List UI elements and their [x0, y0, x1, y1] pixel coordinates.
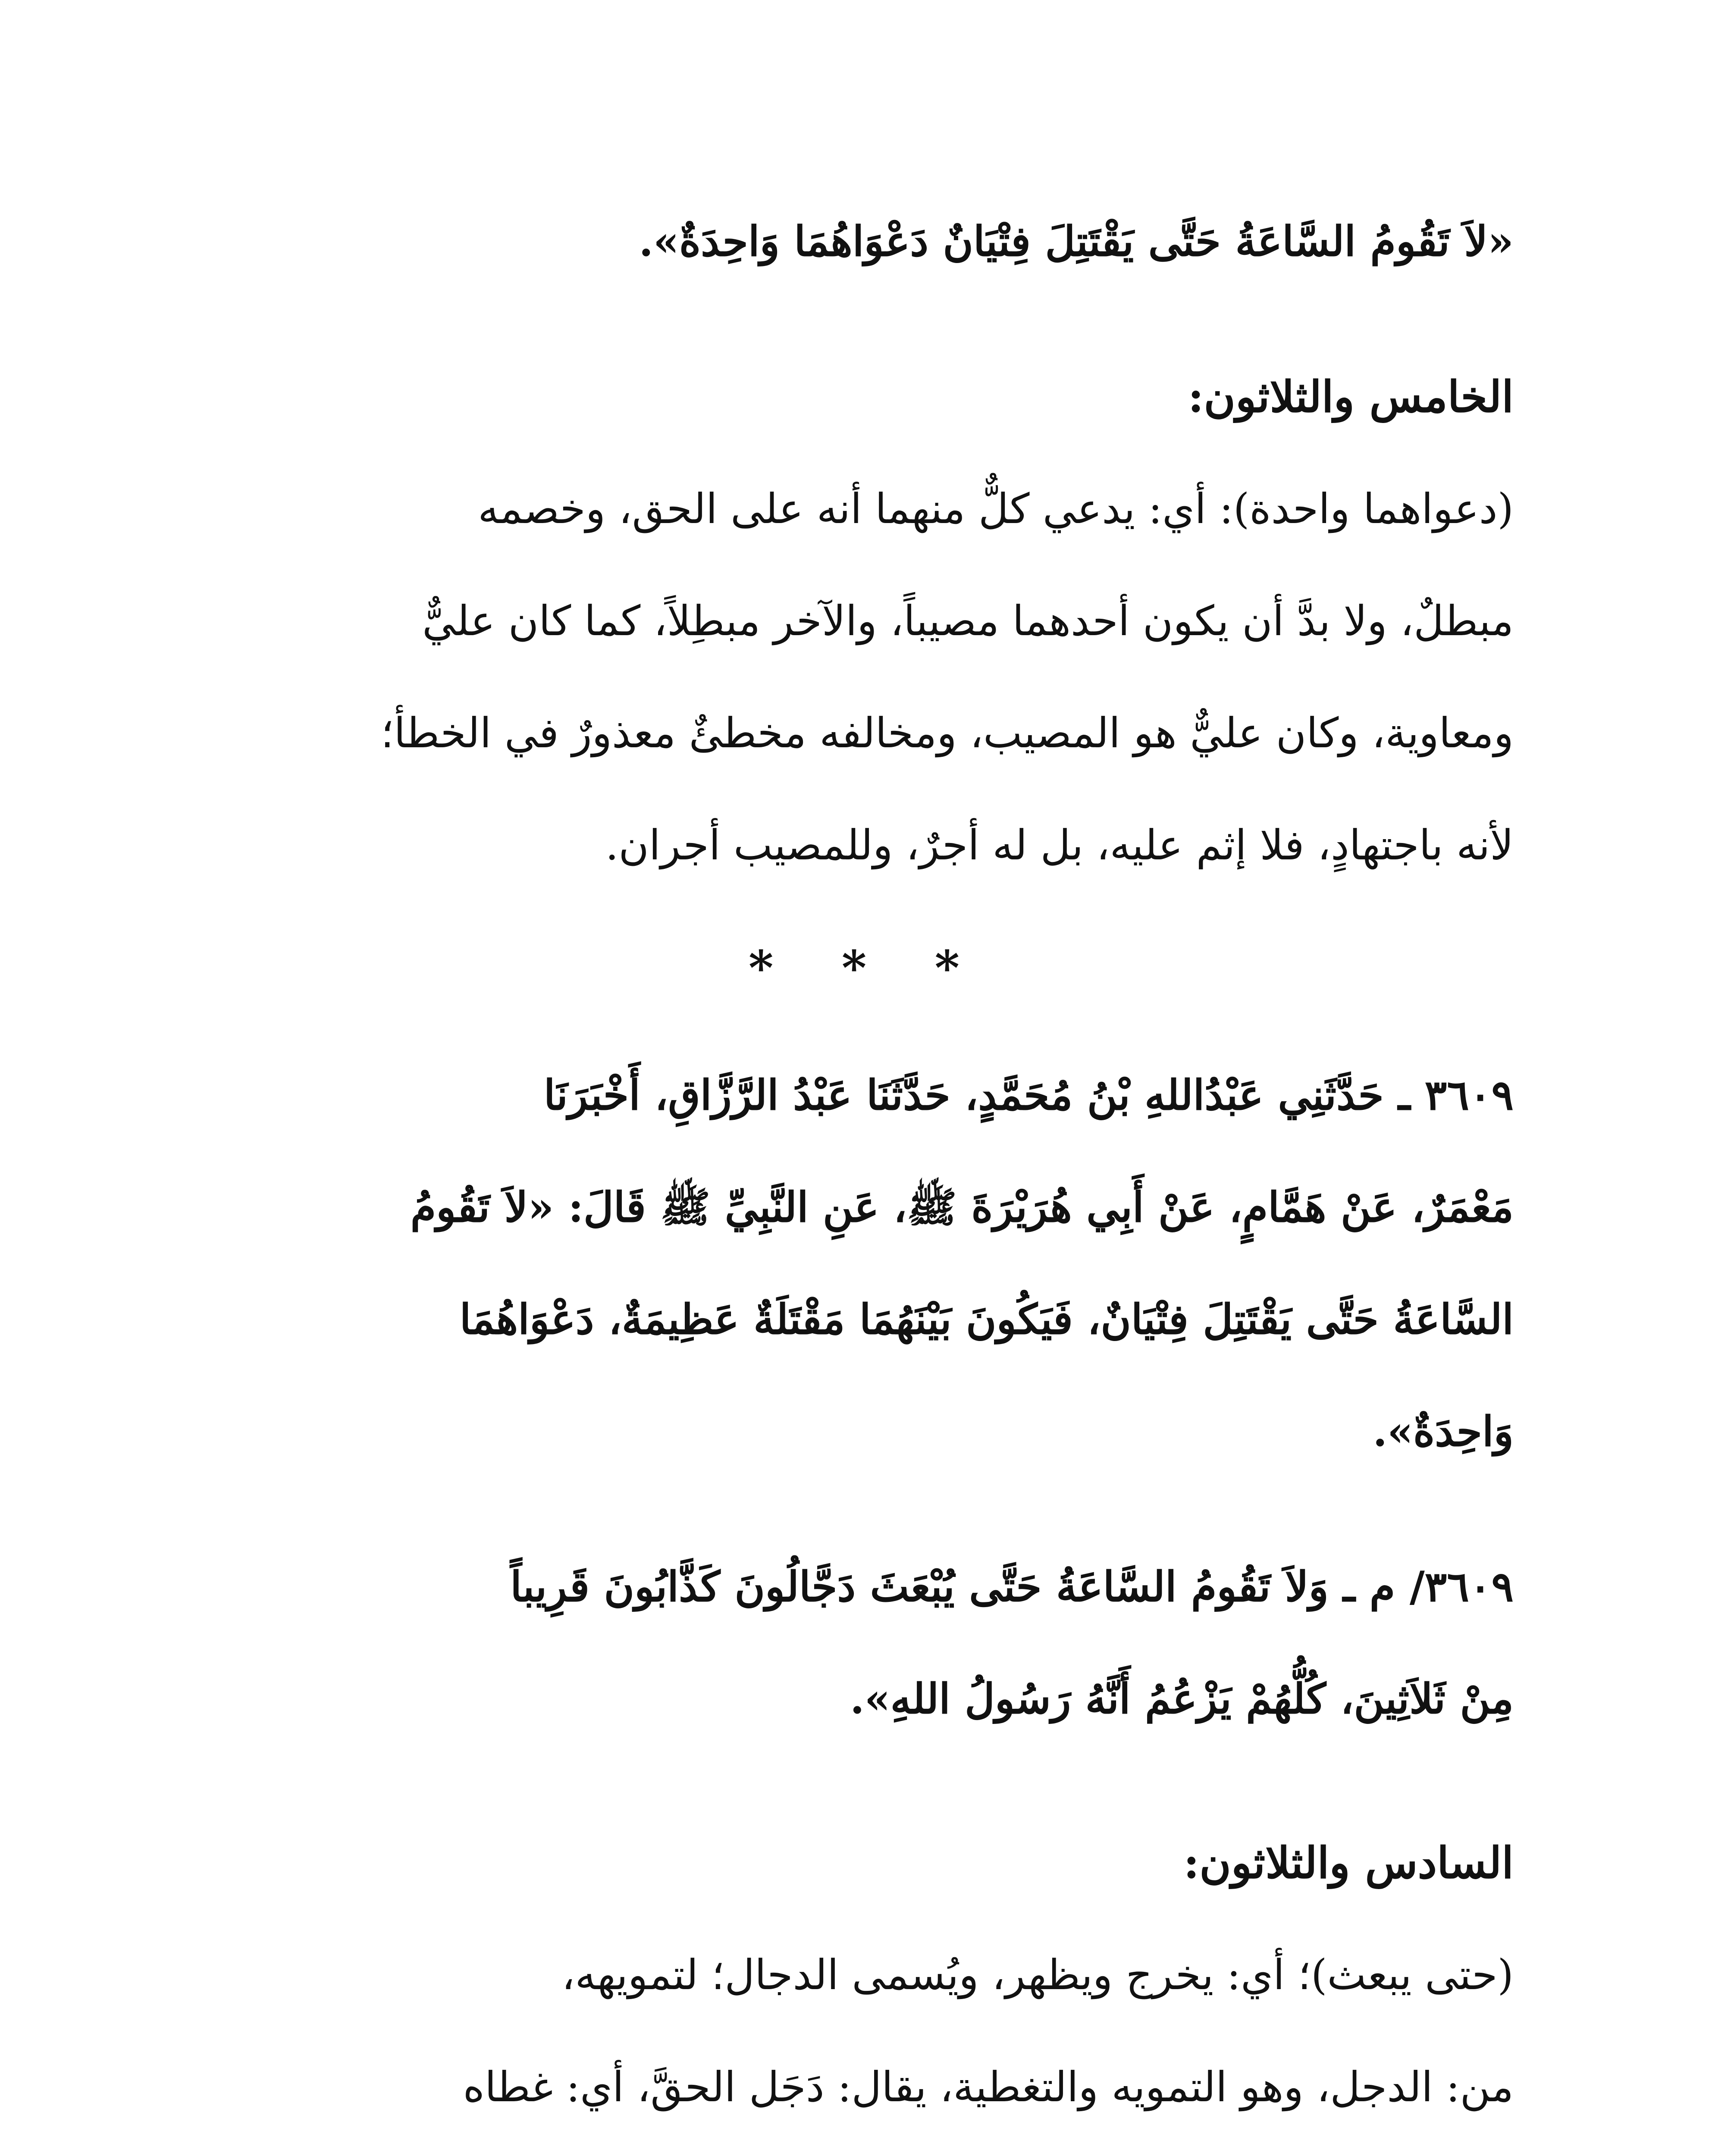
hadith-3609m-line: ٣٦٠٩/ م ـ وَلاَ تَقُومُ السَّاعَةُ حَتَّى يُبْعَثَ دَجَّالُونَ كَذَّابُونَ قَرِيباً: [510, 1562, 1514, 1611]
intro-hadith-line: «لاَ تَقُومُ السَّاعَةُ حَتَّى يَقْتَتِلَ فِتْيَانٌ دَعْوَاهُمَا وَاحِدَةٌ».: [639, 217, 1514, 266]
hadith-3609-line: السَّاعَةُ حَتَّى يَقْتَتِلَ فِتْيَانٌ، فَيَكُونَ بَيْنَهُمَا مَقْتَلَةٌ عَظِيمَةٌ، دَعْوَاهُمَا: [459, 1295, 1514, 1344]
hadith-3609-line: ٣٦٠٩ ـ حَدَّثَنِي عَبْدُاللهِ بْنُ مُحَمَّدٍ، حَدَّثَنَا عَبْدُ الرَّزَّاقِ، أَخْبَرَنَا: [543, 1071, 1514, 1119]
commentary-35-line: مبطلٌ، ولا بدَّ أن يكون أحدهما مصيباً، والآخر مبطِلاً، كما كان عليٌّ: [422, 597, 1514, 645]
commentary-35-line: (دعواهما واحدة): أي: يدعي كلٌّ منهما أنه على الحق، وخصمه: [478, 485, 1514, 533]
hadith-3609-line: وَاحِدَةٌ».: [1373, 1407, 1514, 1456]
hadith-3609-line: مَعْمَرٌ، عَنْ هَمَّامٍ، عَنْ أَبِي هُرَيْرَةَ ﷺ، عَنِ النَّبِيِّ ﷺ قَالَ: «لاَ تَقُومُ: [410, 1183, 1514, 1232]
commentary-35-line: لأنه باجتهادٍ، فلا إثم عليه، بل له أجرٌ، وللمصيب أجران.: [605, 821, 1514, 869]
section-separator: * * *: [748, 940, 986, 996]
commentary-35-line: ومعاوية، وكان عليٌّ هو المصيب، ومخالفه مخطئٌ معذورٌ في الخطأ؛: [380, 709, 1514, 757]
commentary-36-line: من: الدجل، وهو التمويه والتغطية، يقال: دَجَل الحقَّ، أي: غطاه: [463, 2063, 1514, 2111]
heading-35: الخامس والثلاثون:: [1188, 371, 1514, 422]
hadith-3609m-line: مِنْ ثَلاَثِينَ، كُلُّهُمْ يَزْعُمُ أَنَّهُ رَسُولُ اللهِ».: [850, 1674, 1514, 1723]
heading-36: السادس والثلاثون:: [1183, 1837, 1514, 1888]
commentary-36-line: (حتى يبعث)؛ أي: يخرج ويظهر، ويُسمى الدجال؛ لتمويهه،: [561, 1951, 1514, 1999]
